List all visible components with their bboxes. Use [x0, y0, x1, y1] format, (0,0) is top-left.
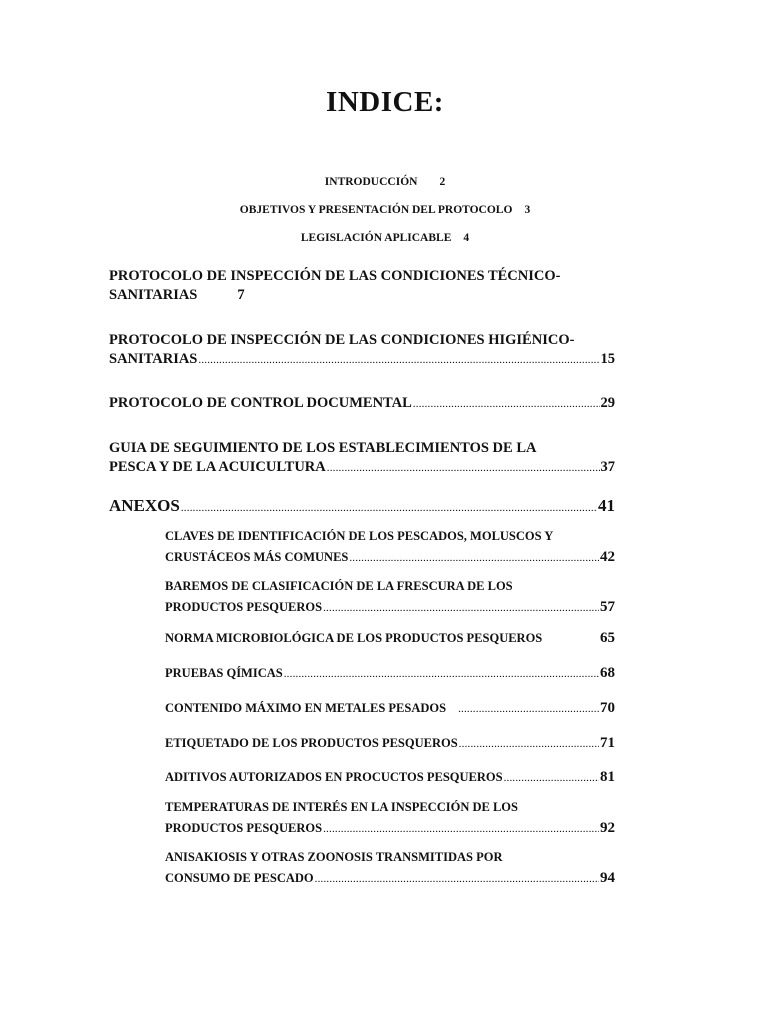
leader-dots — [327, 459, 600, 478]
leader-dots — [459, 734, 599, 755]
toc-subentry-metales-pesados — [165, 698, 615, 720]
toc-subentry-baremos — [165, 576, 615, 619]
toc-entry-label: PROTOCOLO DE CONTROL DOCUMENTAL — [109, 395, 412, 411]
toc-entry-page: 57 — [600, 599, 615, 615]
toc-entry-page: 4 — [463, 232, 470, 244]
leader-dots — [315, 869, 599, 890]
toc-entry-label: LEGISLACIÓN APLICABLE — [300, 232, 452, 244]
toc-entry-label: ANEXOS — [109, 496, 180, 515]
toc-entry-page: 94 — [600, 870, 615, 886]
toc-entry-label-cont: CONSUMO DE PESCADO — [165, 871, 314, 885]
toc-entry-legislacion — [0, 232, 770, 244]
toc-subentry-claves — [165, 526, 615, 569]
toc-entry-label: PRUEBAS QÍMICAS — [165, 666, 283, 680]
leader-dots — [349, 548, 599, 569]
toc-entry-page: 65 — [600, 630, 615, 646]
toc-entry-higienico-sanitarias — [109, 331, 615, 370]
toc-entry-page: 41 — [598, 496, 615, 515]
toc-entry-page: 2 — [439, 176, 446, 188]
toc-entry-label-cont: CRUSTÁCEOS MÁS COMUNES — [165, 550, 349, 564]
leader-dots — [323, 598, 599, 619]
toc-entry-label: ANISAKIOSIS Y OTRAS ZOONOSIS TRANSMITIDAS POR — [165, 850, 503, 864]
toc-entry-page: 71 — [600, 735, 615, 751]
toc-entry-page: 81 — [600, 769, 615, 785]
toc-entry-label-cont: SANITARIAS — [109, 287, 198, 303]
toc-entry-anexos — [109, 495, 615, 519]
toc-subentry-anisakiosis — [165, 847, 615, 890]
toc-entry-tecnico-sanitarias — [109, 267, 615, 305]
page-title: INDICE: — [326, 86, 444, 118]
toc-entry-label: ETIQUETADO DE LOS PRODUCTOS PESQUEROS — [165, 736, 458, 750]
toc-entry-label: CLAVES DE IDENTIFICACIÓN DE LOS PESCADOS, MOLUSCOS Y — [165, 529, 554, 543]
toc-entry-label-cont: SANITARIAS — [109, 351, 198, 367]
toc-entry-page: 68 — [600, 665, 615, 681]
toc-entry-label: PROTOCOLO DE INSPECCIÓN DE LAS CONDICIONES TÉCNICO- — [109, 268, 561, 284]
toc-entry-page: 92 — [600, 820, 615, 836]
toc-entry-label-cont: PESCA Y DE LA ACUICULTURA — [109, 459, 326, 475]
leader-dots — [284, 664, 599, 685]
toc-entry-control-documental — [109, 394, 615, 414]
toc-entry-page: 42 — [600, 549, 615, 565]
toc-entry-page: 7 — [237, 287, 245, 303]
leader-dots — [504, 768, 599, 789]
toc-entry-page: 3 — [524, 204, 531, 216]
toc-entry-label: BAREMOS DE CLASIFICACIÓN DE LA FRESCURA DE LOS — [165, 579, 513, 593]
toc-entry-label: NORMA MICROBIOLÓGICA DE LOS PRODUCTOS PESQUEROS — [165, 631, 543, 645]
toc-entry-label: GUIA DE SEGUIMIENTO DE LOS ESTABLECIMIENTOS DE LA — [109, 440, 537, 456]
toc-entry-label-cont: PRODUCTOS PESQUEROS — [165, 600, 323, 614]
toc-entry-label: OBJETIVOS Y PRESENTACIÓN DEL PROTOCOLO — [239, 204, 513, 216]
leader-dots — [181, 497, 597, 519]
toc-entry-label: CONTENIDO MÁXIMO EN METALES PESADOS — [165, 701, 447, 715]
toc-subentry-pruebas-quimicas — [165, 663, 615, 685]
toc-subentry-aditivos — [165, 767, 615, 789]
toc-entry-objetivos — [0, 204, 770, 216]
toc-entry-label: ADITIVOS AUTORIZADOS EN PROCUCTOS PESQUEROS — [165, 770, 503, 784]
toc-subentry-etiquetado — [165, 733, 615, 755]
toc-entry-page: 37 — [600, 459, 615, 475]
leader-dots — [458, 699, 599, 720]
toc-entry-introduccion — [0, 176, 770, 188]
toc-entry-page: 29 — [600, 395, 615, 411]
toc-entry-label: INTRODUCCIÓN — [324, 176, 418, 188]
toc-entry-page: 70 — [600, 700, 615, 716]
toc-entry-guia-seguimiento — [109, 439, 615, 478]
leader-dots — [198, 351, 599, 370]
toc-subentry-temperaturas — [165, 797, 615, 840]
toc-entry-page: 15 — [600, 351, 615, 367]
leader-dots — [323, 819, 599, 840]
toc-entry-label: PROTOCOLO DE INSPECCIÓN DE LAS CONDICIONES HIGIÉNICO- — [109, 332, 575, 348]
toc-entry-label: TEMPERATURAS DE INTERÉS EN LA INSPECCIÓN DE LOS — [165, 800, 518, 814]
toc-entry-label-cont: PRODUCTOS PESQUEROS — [165, 821, 323, 835]
leader-dots — [413, 395, 600, 414]
toc-subentry-norma-microbiologica — [165, 628, 615, 650]
